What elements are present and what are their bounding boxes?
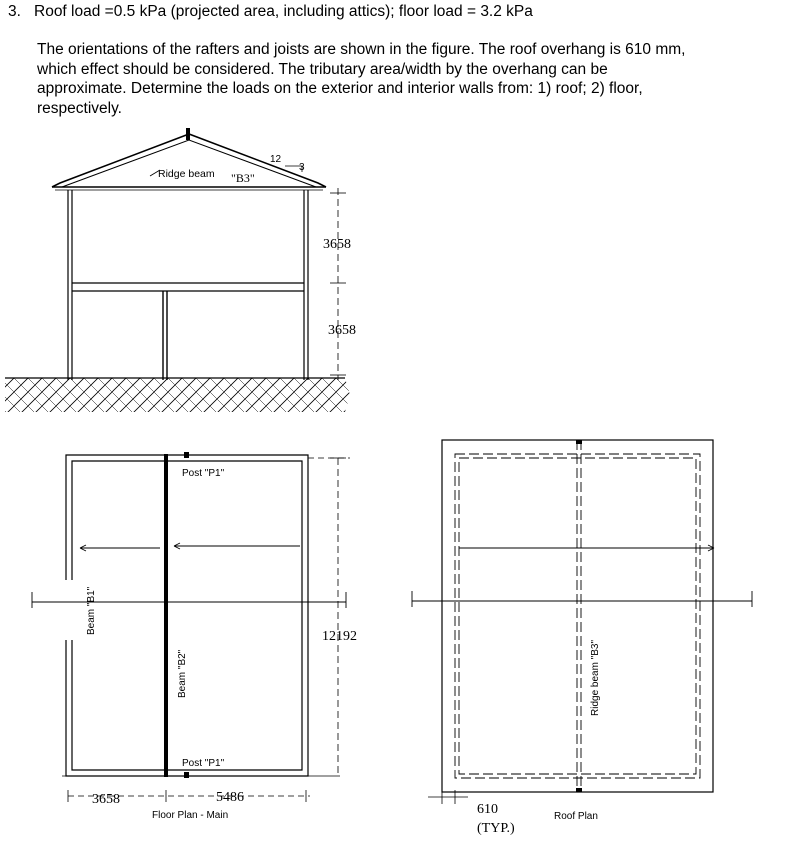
story-height-upper: 3658 (323, 237, 351, 252)
question-body-line: approximate. Determine the loads on the exterior and interior walls from: 1) roof; 2) floor, (37, 80, 643, 97)
slope-run: 12 (270, 154, 282, 165)
question-title-text: Roof load =0.5 kPa (projected area, including attics); floor load = 3.2 kPa (34, 3, 533, 20)
question-number: 3. (8, 3, 21, 20)
roof-plan-drawing (412, 440, 752, 804)
roof-ridge-beam-label: Ridge beam "B3" (590, 639, 601, 716)
overhang-dim: 610 (477, 802, 498, 817)
question-body-line: respectively. (37, 99, 122, 117)
ridge-beam-label: Ridge beam (158, 168, 215, 180)
post-p1-bottom-label: Post "P1" (182, 758, 225, 769)
post-p1-top-label: Post "P1" (182, 468, 225, 479)
building-length-dim: 12192 (322, 629, 357, 644)
left-bay-dim: 3658 (92, 792, 120, 807)
question-body-line: The orientations of the rafters and joists are shown in the figure. The roof overhang is 610 mm, (37, 41, 686, 58)
right-bay-dim: 5486 (216, 790, 244, 805)
ridge-beam-tag: "B3" (231, 171, 255, 185)
beam-b1-label: Beam "B1" (86, 586, 97, 635)
beam-b2-label: Beam "B2" (177, 649, 188, 698)
story-height-lower: 3658 (328, 323, 356, 338)
overhang-typ-note: (TYP.) (477, 821, 515, 836)
roof-plan-caption: Roof Plan (554, 811, 598, 822)
floor-plan-drawing (32, 452, 350, 802)
floor-plan-caption: Floor Plan - Main (152, 810, 229, 821)
question-body-line: which effect should be considered. The tributary area/width by the overhang can be (37, 60, 608, 78)
slope-rise: 3 (299, 162, 305, 173)
